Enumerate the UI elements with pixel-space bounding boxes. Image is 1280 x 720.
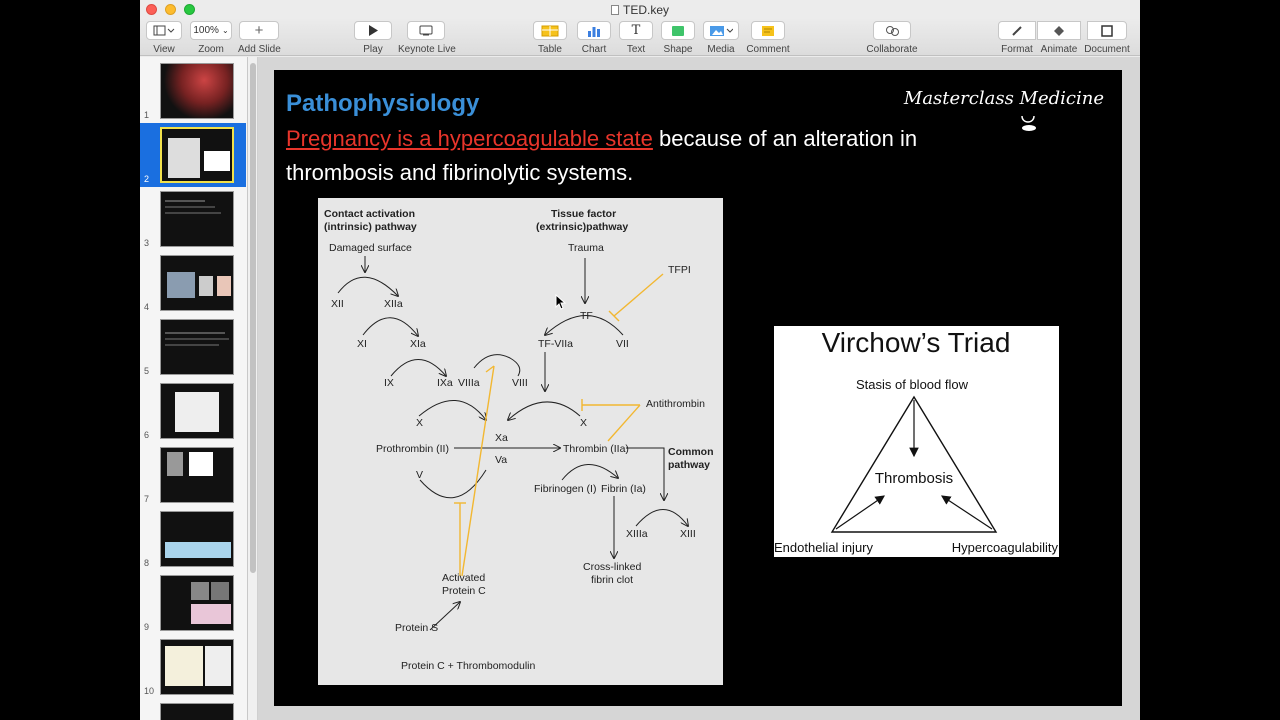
virchows-triad-svg bbox=[774, 326, 1059, 557]
play-label: Play bbox=[363, 44, 383, 55]
coagulation-cascade-svg bbox=[318, 198, 723, 685]
label-trauma: Trauma bbox=[568, 242, 604, 254]
slide-thumbnail[interactable] bbox=[140, 59, 246, 123]
slide-thumbnail-image bbox=[160, 575, 234, 631]
comment-button[interactable] bbox=[744, 21, 792, 55]
play-icon bbox=[354, 21, 392, 40]
slide-thumbnail-image bbox=[160, 639, 234, 695]
slide-number: 5 bbox=[144, 366, 150, 376]
document-icon bbox=[611, 5, 619, 15]
label-ixa: IXa bbox=[437, 377, 453, 389]
stethoscope-icon bbox=[1018, 112, 1040, 134]
slide-thumbnail[interactable] bbox=[140, 379, 246, 443]
slide-body-line-2[interactable]: thrombosis and fibrinolytic systems. bbox=[286, 160, 634, 185]
slide-thumbnail[interactable] bbox=[140, 635, 246, 699]
label-viii: VIII bbox=[512, 377, 528, 389]
comment-icon bbox=[751, 21, 785, 40]
slide-number: 2 bbox=[144, 174, 150, 184]
slide-thumbnail-image bbox=[160, 511, 234, 567]
slide-thumbnail-image bbox=[160, 127, 234, 183]
slide-number: 7 bbox=[144, 494, 150, 504]
zoom-dropdown[interactable] bbox=[190, 21, 232, 55]
label-va: Va bbox=[495, 454, 508, 466]
label-protein-s: Protein S bbox=[395, 622, 439, 634]
shape-icon bbox=[661, 21, 695, 40]
collaborate-icon bbox=[873, 21, 911, 40]
label-xa: Xa bbox=[495, 432, 508, 444]
coagulation-cascade-diagram[interactable] bbox=[318, 198, 723, 685]
chart-label: Chart bbox=[581, 44, 607, 55]
slide-number: 10 bbox=[144, 686, 155, 696]
slide-thumbnail[interactable] bbox=[140, 571, 246, 635]
keynote-live-button[interactable] bbox=[398, 21, 454, 55]
keynote-window bbox=[140, 0, 1140, 720]
hypercoagulable-link[interactable]: Pregnancy is a hypercoagulable state bbox=[286, 126, 653, 151]
extrinsic-title-2: (extrinsic)pathway bbox=[536, 221, 629, 233]
extrinsic-title-1: Tissue factor bbox=[551, 208, 617, 220]
animate-icon bbox=[1037, 21, 1081, 40]
label-v: V bbox=[416, 469, 424, 481]
keynote-live-icon bbox=[407, 21, 445, 40]
current-slide[interactable] bbox=[274, 70, 1122, 706]
plus-icon: + bbox=[239, 21, 279, 40]
document-button[interactable] bbox=[1082, 21, 1132, 55]
text-button[interactable] bbox=[618, 21, 654, 55]
comment-label: Comment bbox=[746, 44, 790, 55]
label-xiia: XIIa bbox=[384, 298, 403, 310]
slide-thumbnail-image bbox=[160, 191, 234, 247]
virchow-right-label: Hypercoagulability bbox=[951, 540, 1058, 555]
virchow-center-label: Thrombosis bbox=[874, 470, 954, 487]
label-crosslinked-2: fibrin clot bbox=[591, 574, 634, 586]
add-slide-button[interactable] bbox=[238, 21, 280, 55]
label-damaged-surface: Damaged surface bbox=[329, 242, 412, 254]
document-panel-icon bbox=[1087, 21, 1127, 40]
label-common-2: pathway bbox=[668, 459, 711, 471]
label-pc-tm: Protein C + Thrombomodulin bbox=[401, 660, 536, 672]
label-tf: TF bbox=[580, 310, 593, 322]
slide-thumbnail-image bbox=[160, 447, 234, 503]
desktop-background-right bbox=[1140, 0, 1280, 720]
label-fibrinogen: Fibrinogen (I) bbox=[534, 483, 597, 495]
label-tf-viia: TF-VIIa bbox=[538, 338, 574, 350]
virchow-left-label: Endothelial injury bbox=[774, 540, 874, 555]
zoom-label: Zoom bbox=[198, 44, 224, 55]
chart-icon bbox=[577, 21, 611, 40]
view-icon bbox=[146, 21, 182, 40]
text-label: Text bbox=[626, 44, 646, 55]
label-thrombin: Thrombin (IIa) bbox=[563, 443, 629, 455]
label-xiii: XIII bbox=[680, 528, 696, 540]
view-label: View bbox=[153, 44, 175, 55]
table-label: Table bbox=[538, 44, 562, 55]
label-apc-2: Protein C bbox=[442, 585, 486, 597]
document-label: Document bbox=[1084, 44, 1130, 55]
slide-thumbnail[interactable] bbox=[140, 315, 246, 379]
label-x-left: X bbox=[416, 417, 424, 429]
slide-thumbnail-image bbox=[160, 703, 234, 720]
scrollbar-thumb[interactable] bbox=[250, 63, 256, 573]
label-ix: IX bbox=[384, 377, 394, 389]
label-x-right: X bbox=[580, 417, 588, 429]
label-vii: VII bbox=[616, 338, 629, 350]
format-label: Format bbox=[1001, 44, 1033, 55]
window-title bbox=[140, 3, 1140, 17]
zoom-value: 100% bbox=[193, 25, 219, 36]
collaborate-button[interactable] bbox=[866, 21, 918, 55]
label-apc-1: Activated bbox=[442, 572, 486, 584]
label-prothrombin: Prothrombin (II) bbox=[376, 443, 449, 455]
animate-label: Animate bbox=[1040, 44, 1078, 55]
virchow-title: Virchow’s Triad bbox=[821, 327, 1011, 358]
table-button[interactable] bbox=[532, 21, 568, 55]
view-button[interactable] bbox=[146, 21, 182, 55]
format-button[interactable] bbox=[998, 21, 1036, 55]
slide-thumbnail[interactable] bbox=[140, 187, 246, 251]
slide-thumbnail[interactable] bbox=[140, 507, 246, 571]
slide-thumbnail[interactable] bbox=[140, 251, 246, 315]
slide-canvas bbox=[258, 57, 1140, 720]
collaborate-label: Collaborate bbox=[866, 44, 918, 55]
window-title-text: TED.key bbox=[622, 3, 669, 17]
add-slide-label: Add Slide bbox=[238, 44, 281, 55]
slide-navigator bbox=[140, 57, 248, 720]
slide-number: 4 bbox=[144, 302, 150, 312]
slide-thumbnail-selected[interactable] bbox=[140, 123, 246, 187]
slide-thumbnail-partial[interactable] bbox=[140, 699, 246, 720]
paintbrush-icon bbox=[998, 21, 1036, 40]
text-icon: T bbox=[619, 21, 653, 40]
slide-number: 1 bbox=[144, 110, 150, 120]
shape-label: Shape bbox=[663, 44, 693, 55]
media-label: Media bbox=[707, 44, 735, 55]
slide-thumbnail-image bbox=[160, 319, 234, 375]
slide-thumbnail-image bbox=[160, 383, 234, 439]
virchow-top-label: Stasis of blood flow bbox=[855, 377, 969, 392]
chart-button[interactable] bbox=[576, 21, 612, 55]
toolbar bbox=[140, 18, 1140, 56]
slide-body-line-1-rest: because of an alteration in bbox=[652, 126, 918, 151]
shape-button[interactable] bbox=[660, 21, 696, 55]
title-bar bbox=[140, 0, 1140, 18]
label-crosslinked-1: Cross-linked bbox=[583, 561, 642, 573]
desktop-background-left bbox=[0, 0, 140, 720]
zoom-value-box bbox=[190, 21, 232, 40]
slide-title[interactable]: Pathophysiology bbox=[286, 90, 480, 117]
mouse-pointer-icon bbox=[555, 294, 567, 310]
table-icon bbox=[533, 21, 567, 40]
virchows-triad-image[interactable] bbox=[774, 326, 1059, 557]
intrinsic-title-2: (intrinsic) pathway bbox=[324, 221, 417, 233]
media-button[interactable] bbox=[702, 21, 740, 55]
slide-thumbnail-image bbox=[160, 255, 234, 311]
slide-number: 8 bbox=[144, 558, 150, 568]
play-button[interactable] bbox=[354, 21, 392, 55]
slide-body-line-1[interactable] bbox=[286, 126, 917, 152]
media-icon bbox=[703, 21, 739, 40]
slide-number: 9 bbox=[144, 622, 150, 632]
label-fibrin: Fibrin (Ia) bbox=[601, 483, 646, 495]
label-xia: XIa bbox=[410, 338, 426, 350]
label-antithrombin: Antithrombin bbox=[646, 398, 705, 410]
chevron-down-icon: ⌄ bbox=[221, 26, 229, 35]
masterclass-medicine-logo: Masterclass Medicine bbox=[903, 88, 1104, 109]
slide-thumbnail[interactable] bbox=[140, 443, 246, 507]
label-common-1: Common bbox=[668, 446, 714, 458]
label-xiiia: XIIIa bbox=[626, 528, 648, 540]
slide-thumbnail-image bbox=[160, 63, 234, 119]
navigator-scrollbar[interactable] bbox=[248, 57, 258, 720]
intrinsic-title-1: Contact activation bbox=[324, 208, 416, 220]
slide-number: 3 bbox=[144, 238, 150, 248]
label-xi: XI bbox=[357, 338, 367, 350]
label-xii: XII bbox=[331, 298, 344, 310]
label-tfpi: TFPI bbox=[668, 264, 691, 276]
label-viiia: VIIIa bbox=[458, 377, 480, 389]
animate-button[interactable] bbox=[1037, 21, 1081, 55]
keynote-live-label: Keynote Live bbox=[398, 44, 456, 55]
slide-number: 6 bbox=[144, 430, 150, 440]
